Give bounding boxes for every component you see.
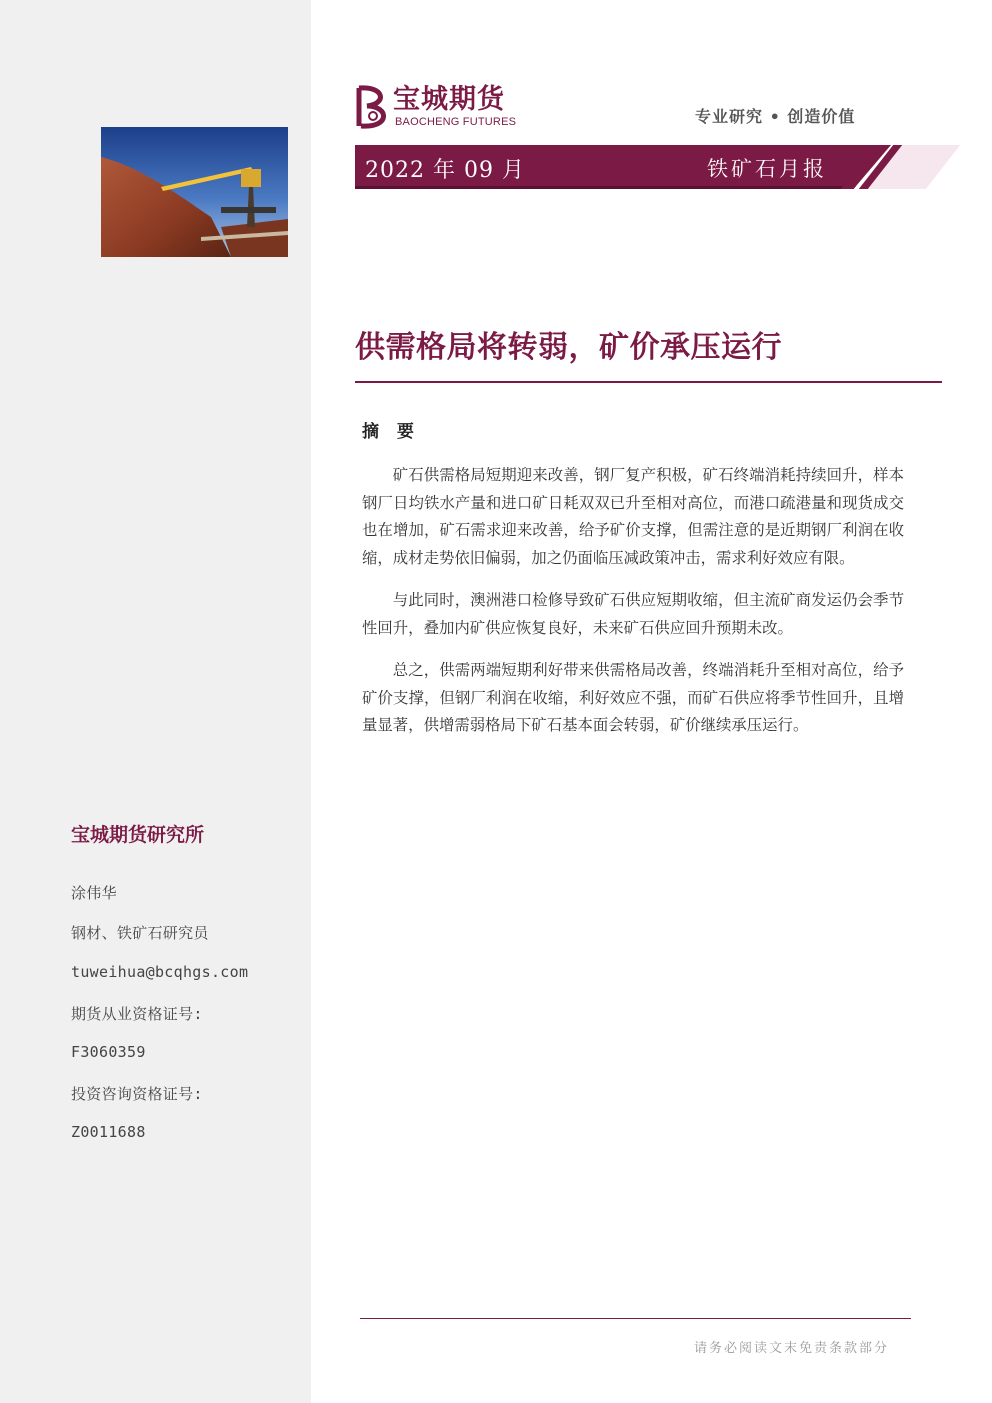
report-banner xyxy=(355,145,943,189)
brand-name-en: BAOCHENG FUTURES xyxy=(395,116,517,128)
abstract-paragraph: 总之，供需两端短期利好带来供需格局改善，终端消耗升至相对高位，给予矿价支撑，但钢厂利润在收缩，利好效应不强，而矿石供应将季节性回升，且增量显著，供增需弱格局下矿石基本面会转弱，矿价继续承压运行。 xyxy=(362,661,904,734)
invest-cert-label: 投资咨询资格证号: xyxy=(71,1085,203,1103)
sidebar xyxy=(0,0,311,1403)
iron-ore-stacker-photo xyxy=(101,127,288,257)
analyst-name: 涂伟华 xyxy=(71,884,117,902)
report-title: 供需格局将转弱，矿价承压运行 xyxy=(355,330,782,365)
futures-cert-number: F3060359 xyxy=(71,1043,146,1061)
slogan: 专业研究 • 创造价值 xyxy=(695,107,856,126)
invest-cert-number: Z0011688 xyxy=(71,1123,146,1141)
abstract-heading: 摘 要 xyxy=(362,422,420,442)
analyst-role: 钢材、铁矿石研究员 xyxy=(71,924,209,942)
baocheng-logo-icon xyxy=(355,84,391,130)
title-divider xyxy=(355,381,942,383)
report-date: 2022 年 09 月 xyxy=(365,158,525,183)
footer-divider xyxy=(360,1318,911,1319)
brand-logo xyxy=(355,84,525,134)
abstract-body xyxy=(362,462,904,755)
abstract-paragraph: 与此同时，澳洲港口检修导致矿石供应短期收缩，但主流矿商发运仍会季节性回升，叠加内矿供应恢复良好，未来矿石供应回升预期未改。 xyxy=(362,591,904,637)
report-type: 铁矿石月报 xyxy=(707,157,827,181)
disclaimer-note: 请务必阅读文末免责条款部分 xyxy=(694,1341,890,1356)
futures-cert-label: 期货从业资格证号: xyxy=(71,1005,203,1023)
analyst-email[interactable]: tuweihua@bcqhgs.com xyxy=(71,963,249,981)
brand-name-cn: 宝城期货 xyxy=(393,84,505,115)
institute-title: 宝城期货研究所 xyxy=(71,824,205,846)
abstract-paragraph: 矿石供需格局短期迎来改善，钢厂复产积极，矿石终端消耗持续回升，样本钢厂日均铁水产量和进口矿日耗双双已升至相对高位，而港口疏港量和现货成交也在增加，矿石需求迎来改善，给予矿价支撑，但需注意的是近期钢厂利润在收缩，成材走势依旧偏弱，加之仍面临压减政策冲击，需求利好效应有限。 xyxy=(362,466,904,567)
